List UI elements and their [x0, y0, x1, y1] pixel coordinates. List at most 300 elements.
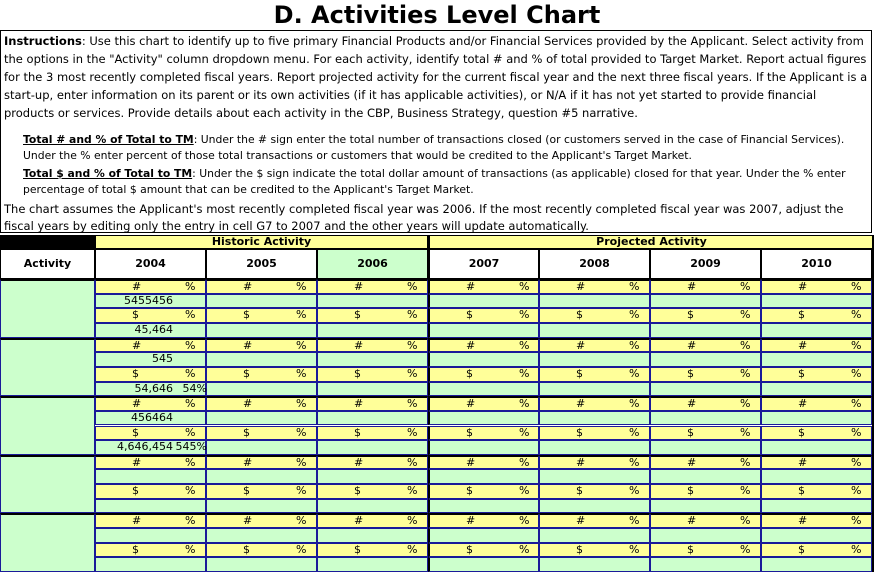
count-label-cell	[761, 455, 872, 470]
percent-symbol: %	[629, 280, 640, 293]
count-input-cell[interactable]	[761, 469, 872, 484]
dollar-label-cell	[539, 543, 650, 558]
dollar-symbol: $	[243, 484, 250, 498]
count-symbol: #	[132, 397, 142, 411]
count-label-cell	[95, 513, 206, 528]
count-label-cell	[428, 455, 539, 470]
dollar-label-cell	[428, 367, 539, 382]
dollar-input-cell[interactable]	[761, 557, 872, 572]
count-symbol: #	[243, 455, 253, 469]
percent-symbol: %	[185, 366, 196, 380]
percent-symbol: %	[629, 308, 640, 322]
percent-symbol: %	[629, 455, 640, 469]
count-label-cell	[539, 396, 650, 411]
percent-symbol: %	[629, 366, 640, 380]
dollar-input-cell[interactable]	[650, 440, 761, 455]
dollar-symbol: $	[243, 425, 250, 439]
dollar-label-cell	[317, 484, 428, 499]
dollar-label-cell	[95, 367, 206, 382]
percent-symbol: %	[851, 425, 862, 439]
count-input-cell[interactable]	[428, 352, 539, 367]
percent-symbol: %	[407, 366, 418, 380]
dollar-label-cell	[428, 426, 539, 441]
percent-symbol: %	[185, 280, 196, 293]
dollar-input-cell[interactable]	[95, 499, 206, 514]
count-input-cell[interactable]	[317, 469, 428, 484]
dollar-input-cell[interactable]	[317, 557, 428, 572]
count-input-cell[interactable]	[761, 352, 872, 367]
percent-symbol: %	[407, 425, 418, 439]
percent-symbol: %	[629, 338, 640, 352]
count-symbol: #	[243, 514, 253, 528]
dollar-input-cell[interactable]	[761, 499, 872, 514]
dollar-label-cell	[317, 367, 428, 382]
percent-symbol: %	[296, 397, 307, 411]
percent-symbol: %	[740, 425, 751, 439]
count-label-cell	[317, 396, 428, 411]
dollar-input-cell[interactable]	[428, 323, 539, 338]
percent-symbol: %	[519, 338, 530, 352]
count-input-cell[interactable]	[761, 411, 872, 426]
count-symbol: #	[243, 397, 253, 411]
dollar-input-cell[interactable]	[317, 323, 428, 338]
dollar-input-cell[interactable]	[650, 382, 761, 397]
dollar-input-cell[interactable]	[317, 499, 428, 514]
count-symbol: #	[243, 338, 253, 352]
percent-symbol: %	[185, 397, 196, 411]
percent-symbol: %	[740, 338, 751, 352]
dollar-symbol: $	[687, 366, 694, 380]
count-input-cell[interactable]	[761, 294, 872, 309]
count-input-cell[interactable]	[317, 294, 428, 309]
dollar-input-cell[interactable]	[428, 499, 539, 514]
dollar-label-cell	[95, 484, 206, 499]
dollar-input-cell[interactable]	[95, 557, 206, 572]
percent-symbol: %	[519, 280, 530, 293]
count-input-cell[interactable]	[317, 411, 428, 426]
count-symbol: #	[132, 280, 142, 293]
count-input-cell[interactable]	[95, 528, 206, 543]
dollar-label-cell	[206, 484, 317, 499]
count-value: 456464	[131, 410, 173, 424]
count-symbol: #	[354, 280, 364, 293]
dollar-label-cell	[539, 308, 650, 323]
dollar-input-cell[interactable]	[650, 557, 761, 572]
count-label-cell	[761, 279, 872, 294]
dollar-label-cell	[428, 308, 539, 323]
percent-symbol: %	[407, 455, 418, 469]
dollar-note-label: Total $ and % of Total to TM	[23, 167, 193, 180]
activity-column-header: Activity	[0, 249, 95, 279]
percent-symbol: %	[407, 280, 418, 293]
count-symbol: #	[798, 397, 808, 411]
dollar-label-cell	[761, 367, 872, 382]
dollar-symbol: $	[132, 366, 139, 380]
dollar-symbol: $	[466, 425, 473, 439]
dollar-label-cell	[317, 543, 428, 558]
percent-symbol: %	[851, 542, 862, 556]
count-input-cell[interactable]	[539, 352, 650, 367]
count-symbol: #	[354, 397, 364, 411]
percent-symbol: %	[296, 280, 307, 293]
dollar-symbol: $	[466, 484, 473, 498]
count-input-cell[interactable]	[539, 294, 650, 309]
count-symbol: #	[576, 280, 586, 293]
dollar-label-cell	[317, 308, 428, 323]
percent-symbol: %	[629, 542, 640, 556]
dollar-symbol: $	[798, 484, 805, 498]
count-symbol: #	[576, 338, 586, 352]
count-input-cell[interactable]	[539, 469, 650, 484]
dollar-input-cell[interactable]	[428, 557, 539, 572]
dollar-input-cell[interactable]	[761, 440, 872, 455]
count-symbol: #	[354, 514, 364, 528]
count-symbol: #	[576, 514, 586, 528]
count-symbol: #	[687, 514, 697, 528]
dollar-symbol: $	[576, 308, 583, 322]
count-input-cell[interactable]	[206, 528, 317, 543]
percent-symbol: %	[851, 397, 862, 411]
percent-symbol: %	[629, 484, 640, 498]
count-label-cell	[317, 455, 428, 470]
count-input-cell[interactable]	[650, 411, 761, 426]
count-label-cell	[539, 455, 650, 470]
count-label-cell	[95, 338, 206, 353]
percent-symbol: %	[519, 455, 530, 469]
count-label-cell	[317, 279, 428, 294]
count-input-cell[interactable]	[650, 294, 761, 309]
dollar-symbol: $	[798, 308, 805, 322]
dollar-symbol: $	[687, 542, 694, 556]
count-symbol: #	[687, 280, 697, 293]
percent-symbol: %	[185, 455, 196, 469]
percent-symbol: %	[185, 514, 196, 528]
count-symbol: #	[132, 455, 142, 469]
dollar-label-cell	[539, 484, 650, 499]
dollar-input-cell[interactable]	[539, 323, 650, 338]
count-label-cell	[539, 279, 650, 294]
count-input-cell[interactable]	[206, 411, 317, 426]
dollar-input-cell[interactable]	[539, 499, 650, 514]
count-symbol: #	[466, 338, 476, 352]
count-symbol: #	[798, 514, 808, 528]
percent-symbol: %	[740, 280, 751, 293]
count-label-cell	[761, 338, 872, 353]
count-symbol: #	[132, 514, 142, 528]
count-symbol: #	[576, 397, 586, 411]
dollar-symbol: $	[798, 366, 805, 380]
dollar-input-cell[interactable]	[206, 440, 317, 455]
dollar-note-text: : Under the $ sign indicate the total dollar amount of transactions (as applicable) closed for that year. Under the % enter percentage of total $ amount that can be credited to the Applicant's Target Market.	[23, 167, 846, 196]
percent-symbol: %	[185, 542, 196, 556]
percent-symbol: %	[740, 397, 751, 411]
count-label-cell	[206, 455, 317, 470]
count-symbol: #	[466, 397, 476, 411]
percent-symbol: %	[296, 455, 307, 469]
count-symbol: #	[687, 397, 697, 411]
percent-symbol: %	[407, 514, 418, 528]
count-input-cell[interactable]	[650, 469, 761, 484]
dollar-input-cell[interactable]	[428, 382, 539, 397]
percent-symbol: %	[296, 514, 307, 528]
count-input-cell[interactable]	[317, 352, 428, 367]
percent-symbol: %	[519, 514, 530, 528]
count-label-cell	[95, 455, 206, 470]
dollar-symbol: $	[576, 425, 583, 439]
count-input-cell[interactable]	[428, 469, 539, 484]
percent-symbol: %	[296, 338, 307, 352]
count-label-cell	[206, 513, 317, 528]
count-input-cell[interactable]	[761, 528, 872, 543]
instructions-text: : Use this chart to identify up to five primary Financial Products and/or Financial Services provided by the Applicant. Select activity from the options in the "Activity" column dropdown menu. For each activity, identify total # and % of total provided to Target Market. Report actual figures for the 3 most recently completed fiscal years. Report projected activity for the current fiscal year and the next three fiscal years. If the Applicant is a start-up, enter information on its parent or its own activities (if it has applicable activities), or N/A if it has not yet started to provide financial products or services. Provide details about each activity in the CBP, Business Strategy, question #5 narrative.	[4, 34, 868, 120]
count-input-cell[interactable]	[650, 352, 761, 367]
dollar-symbol: $	[798, 425, 805, 439]
instructions-label: Instructions	[4, 34, 82, 48]
count-label-cell	[539, 338, 650, 353]
count-input-cell[interactable]	[206, 352, 317, 367]
dollar-value: 45,464	[134, 322, 173, 336]
dollar-symbol: $	[576, 484, 583, 498]
percent-symbol: %	[519, 397, 530, 411]
count-symbol: #	[466, 280, 476, 293]
percent-symbol: %	[519, 308, 530, 322]
dollar-label-cell	[206, 308, 317, 323]
dollar-value: 54,646	[134, 381, 173, 395]
count-label-cell	[650, 513, 761, 528]
count-label-cell	[317, 513, 428, 528]
count-symbol: #	[798, 455, 808, 469]
year-header-2004: 2004	[95, 249, 206, 279]
dollar-label-cell	[206, 367, 317, 382]
dollar-value: 4,646,454	[117, 440, 173, 454]
dollar-symbol: $	[354, 308, 361, 322]
percent-value: 54%	[182, 381, 207, 395]
percent-symbol: %	[740, 542, 751, 556]
dollar-label-cell	[206, 543, 317, 558]
percent-symbol: %	[407, 484, 418, 498]
dollar-symbol: $	[687, 308, 694, 322]
dollar-input-cell[interactable]	[650, 323, 761, 338]
dollar-input-cell[interactable]	[206, 382, 317, 397]
dollar-input-cell[interactable]	[650, 499, 761, 514]
count-input-cell[interactable]	[428, 528, 539, 543]
percent-symbol: %	[185, 308, 196, 322]
percent-symbol: %	[519, 542, 530, 556]
dollar-input-cell[interactable]	[761, 323, 872, 338]
percent-symbol: %	[296, 542, 307, 556]
percent-symbol: %	[519, 366, 530, 380]
count-label-cell	[650, 279, 761, 294]
dollar-symbol: $	[354, 366, 361, 380]
dollar-label-cell	[539, 426, 650, 441]
percent-symbol: %	[407, 308, 418, 322]
dollar-label-cell	[650, 367, 761, 382]
dollar-input-cell[interactable]	[428, 440, 539, 455]
dollar-input-cell[interactable]	[317, 382, 428, 397]
count-label-cell	[428, 338, 539, 353]
dollar-symbol: $	[576, 366, 583, 380]
percent-value: 545%	[175, 440, 207, 454]
percent-symbol: %	[407, 542, 418, 556]
count-value: 545	[152, 352, 173, 366]
activity-select-5[interactable]	[0, 513, 95, 572]
percent-symbol: %	[407, 338, 418, 352]
dollar-input-cell[interactable]	[206, 557, 317, 572]
dollar-input-cell[interactable]	[539, 557, 650, 572]
percent-symbol: %	[629, 397, 640, 411]
percent-symbol: %	[519, 484, 530, 498]
count-symbol: #	[243, 280, 253, 293]
percent-symbol: %	[851, 455, 862, 469]
percent-symbol: %	[185, 484, 196, 498]
percent-symbol: %	[851, 484, 862, 498]
page-title: D. Activities Level Chart	[273, 1, 601, 29]
count-symbol: #	[466, 455, 476, 469]
count-label-cell	[650, 338, 761, 353]
count-symbol: #	[687, 455, 697, 469]
count-value: 5455456	[124, 293, 173, 307]
count-symbol: #	[354, 455, 364, 469]
dollar-symbol: $	[687, 425, 694, 439]
dollar-label-cell	[95, 426, 206, 441]
dollar-symbol: $	[132, 425, 139, 439]
count-input-cell[interactable]	[95, 469, 206, 484]
count-symbol: #	[132, 338, 142, 352]
percent-symbol: %	[740, 514, 751, 528]
percent-symbol: %	[629, 514, 640, 528]
percent-symbol: %	[851, 308, 862, 322]
count-note-text: : Under the # sign enter the total number of transactions closed (or customers served in the case of Financial Services). Under the % enter percent of those total transactions or customers that would be credited to the Applicant's Target Market.	[23, 133, 845, 162]
percent-symbol: %	[296, 366, 307, 380]
count-label-cell	[206, 396, 317, 411]
dollar-input-cell[interactable]	[539, 440, 650, 455]
count-label-cell	[761, 396, 872, 411]
dollar-label-cell	[761, 543, 872, 558]
year-header-2007: 2007	[428, 249, 539, 279]
percent-symbol: %	[407, 397, 418, 411]
dollar-label-cell	[428, 543, 539, 558]
dollar-label-cell	[95, 543, 206, 558]
count-input-cell[interactable]	[539, 411, 650, 426]
dollar-input-cell[interactable]	[317, 440, 428, 455]
year-header-2009: 2009	[650, 249, 761, 279]
dollar-input-cell[interactable]	[761, 382, 872, 397]
percent-symbol: %	[740, 455, 751, 469]
count-label-cell	[539, 513, 650, 528]
count-input-cell[interactable]	[206, 469, 317, 484]
header-corner	[0, 235, 95, 249]
percent-symbol: %	[851, 338, 862, 352]
year-header-2010: 2010	[761, 249, 872, 279]
count-input-cell[interactable]	[650, 528, 761, 543]
percent-symbol: %	[629, 425, 640, 439]
dollar-symbol: $	[466, 366, 473, 380]
dollar-symbol: $	[354, 542, 361, 556]
percent-symbol: %	[740, 366, 751, 380]
dollar-symbol: $	[132, 484, 139, 498]
dollar-symbol: $	[243, 366, 250, 380]
count-label-cell	[206, 338, 317, 353]
dollar-label-cell	[650, 484, 761, 499]
count-input-cell[interactable]	[428, 411, 539, 426]
count-symbol: #	[354, 338, 364, 352]
year-header-2008: 2008	[539, 249, 650, 279]
count-label-cell	[95, 396, 206, 411]
projected-activity-header: Projected Activity	[428, 235, 874, 249]
dollar-symbol: $	[132, 542, 139, 556]
percent-symbol: %	[851, 280, 862, 293]
count-input-cell[interactable]	[206, 294, 317, 309]
count-symbol: #	[798, 280, 808, 293]
count-label-cell	[428, 513, 539, 528]
count-symbol: #	[798, 338, 808, 352]
dollar-label-cell	[428, 484, 539, 499]
percent-symbol: %	[851, 514, 862, 528]
percent-symbol: %	[185, 338, 196, 352]
dollar-label-cell	[650, 543, 761, 558]
dollar-input-cell[interactable]	[206, 323, 317, 338]
activity-select-4[interactable]	[0, 455, 95, 514]
count-symbol: #	[576, 455, 586, 469]
dollar-symbol: $	[132, 308, 139, 322]
dollar-symbol: $	[243, 542, 250, 556]
dollar-label-cell	[317, 426, 428, 441]
dollar-label-cell	[539, 367, 650, 382]
percent-symbol: %	[185, 425, 196, 439]
year-header-2006: 2006	[317, 249, 428, 279]
dollar-symbol: $	[354, 484, 361, 498]
percent-symbol: %	[296, 484, 307, 498]
count-symbol: #	[466, 514, 476, 528]
assumption-note: The chart assumes the Applicant's most recently completed fiscal year was 2006. If the most recently completed fiscal year was 2007, adjust the fiscal years by editing only the entry in cell G7 to 2007 and the other years will update automatically.	[4, 202, 844, 233]
year-header-2005: 2005	[206, 249, 317, 279]
count-label-cell	[317, 338, 428, 353]
percent-symbol: %	[296, 308, 307, 322]
historic-activity-header: Historic Activity	[95, 235, 428, 249]
dollar-input-cell[interactable]	[539, 382, 650, 397]
dollar-symbol: $	[798, 542, 805, 556]
count-label-cell	[650, 396, 761, 411]
count-input-cell[interactable]	[428, 294, 539, 309]
dollar-label-cell	[206, 426, 317, 441]
percent-symbol: %	[851, 366, 862, 380]
percent-symbol: %	[519, 425, 530, 439]
dollar-symbol: $	[466, 308, 473, 322]
dollar-label-cell	[95, 308, 206, 323]
count-label-cell	[428, 279, 539, 294]
dollar-label-cell	[761, 426, 872, 441]
count-label-cell	[650, 455, 761, 470]
dollar-symbol: $	[243, 308, 250, 322]
dollar-label-cell	[650, 426, 761, 441]
dollar-label-cell	[761, 484, 872, 499]
dollar-symbol: $	[354, 425, 361, 439]
count-symbol: #	[687, 338, 697, 352]
count-input-cell[interactable]	[317, 528, 428, 543]
dollar-symbol: $	[687, 484, 694, 498]
dollar-symbol: $	[576, 542, 583, 556]
dollar-label-cell	[650, 308, 761, 323]
count-label-cell	[95, 279, 206, 294]
count-label-cell	[206, 279, 317, 294]
dollar-symbol: $	[466, 542, 473, 556]
count-input-cell[interactable]	[539, 528, 650, 543]
count-label-cell	[428, 396, 539, 411]
dollar-input-cell[interactable]	[206, 499, 317, 514]
percent-symbol: %	[740, 484, 751, 498]
count-label-cell	[761, 513, 872, 528]
percent-symbol: %	[296, 425, 307, 439]
